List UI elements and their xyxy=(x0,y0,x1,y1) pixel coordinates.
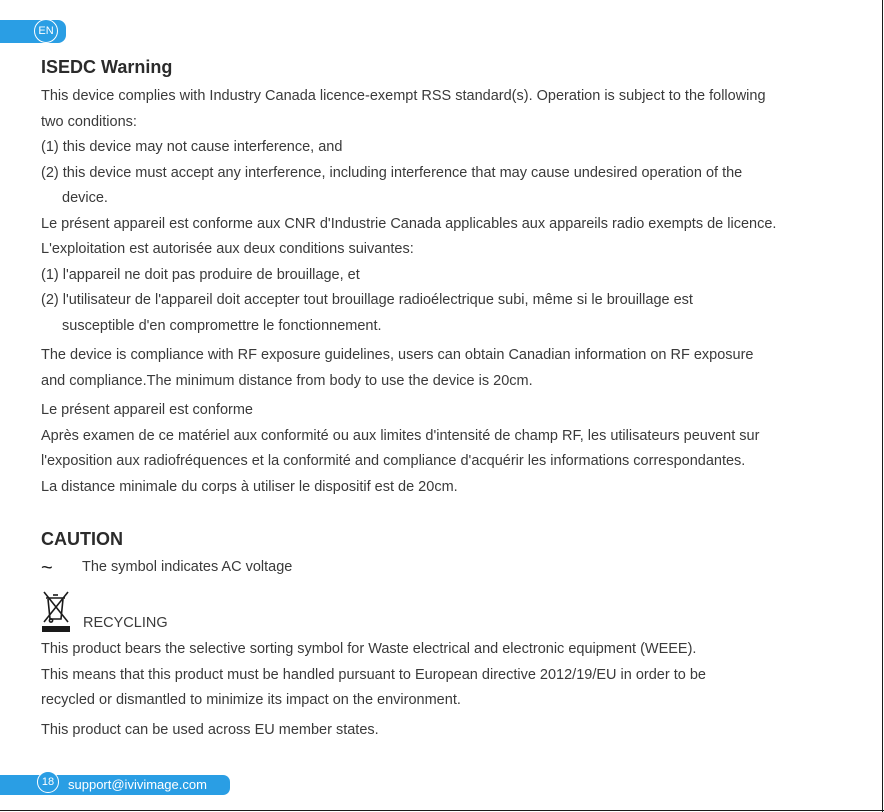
isedc-line: device. xyxy=(62,190,108,206)
isedc-line: and compliance.The minimum distance from body to use the device is 20cm. xyxy=(41,372,533,389)
caution-line: This product bears the selective sorting symbol for Waste electrical and electronic equipment (WEEE). xyxy=(41,641,697,657)
isedc-line: This device complies with Industry Canada licence-exempt RSS standard(s). Operation is subject to the following xyxy=(41,88,766,104)
ac-voltage-row xyxy=(41,555,841,581)
document-body xyxy=(41,54,841,743)
recycling-row xyxy=(41,589,841,633)
isedc-line: Le présent appareil est conforme aux CNR d'Industrie Canada applicables aux appareils radio exempts de licence. xyxy=(41,215,777,232)
caution-line: recycled or dismantled to minimize its impact on the environment. xyxy=(41,692,461,708)
isedc-line: two conditions: xyxy=(41,113,137,130)
isedc-line: La distance minimale du corps à utiliser le dispositif est de 20cm. xyxy=(41,478,458,495)
isedc-line: susceptible d'en compromettre le fonctionnement. xyxy=(62,317,382,334)
isedc-line: L'exploitation est autorisée aux deux conditions suivantes: xyxy=(41,241,414,257)
crossed-bin-icon xyxy=(41,589,71,633)
isedc-line: (2) l'utilisateur de l'appareil doit accepter tout brouillage radioélectrique subi, même si le brouillage est xyxy=(41,292,693,308)
caution-heading: CAUTION xyxy=(41,529,123,549)
isedc-line: l'exposition aux radiofréquences et la conformité and compliance d'acquérir les informations correspondantes. xyxy=(41,453,746,469)
page-border-bottom xyxy=(0,810,884,811)
recycling-label: RECYCLING xyxy=(83,615,168,631)
isedc-heading: ISEDC Warning xyxy=(41,57,173,77)
isedc-line: Après examen de ce matériel aux conformité ou aux limites d'intensité de champ RF, les utilisateurs peuvent sur xyxy=(41,427,760,444)
page-border-right xyxy=(882,0,883,812)
ac-voltage-icon: ~ xyxy=(41,556,53,579)
language-badge: EN xyxy=(34,19,58,43)
isedc-line: (2) this device must accept any interference, including interference that may cause undesired operation of the xyxy=(41,164,743,181)
page-number: 18 xyxy=(37,771,59,793)
isedc-line: Le présent appareil est conforme xyxy=(41,402,253,418)
caution-line: This product can be used across EU member states. xyxy=(41,721,379,738)
support-email[interactable]: support@ivivimage.com xyxy=(68,777,207,792)
isedc-line: (1) this device may not cause interference, and xyxy=(41,139,343,155)
caution-line: This means that this product must be handled pursuant to European directive 2012/19/EU in order to be xyxy=(41,666,706,683)
isedc-line: (1) l'appareil ne doit pas produire de brouillage, et xyxy=(41,266,360,283)
isedc-line: The device is compliance with RF exposure guidelines, users can obtain Canadian information on RF exposure xyxy=(41,347,754,363)
ac-voltage-text: The symbol indicates AC voltage xyxy=(82,559,293,576)
